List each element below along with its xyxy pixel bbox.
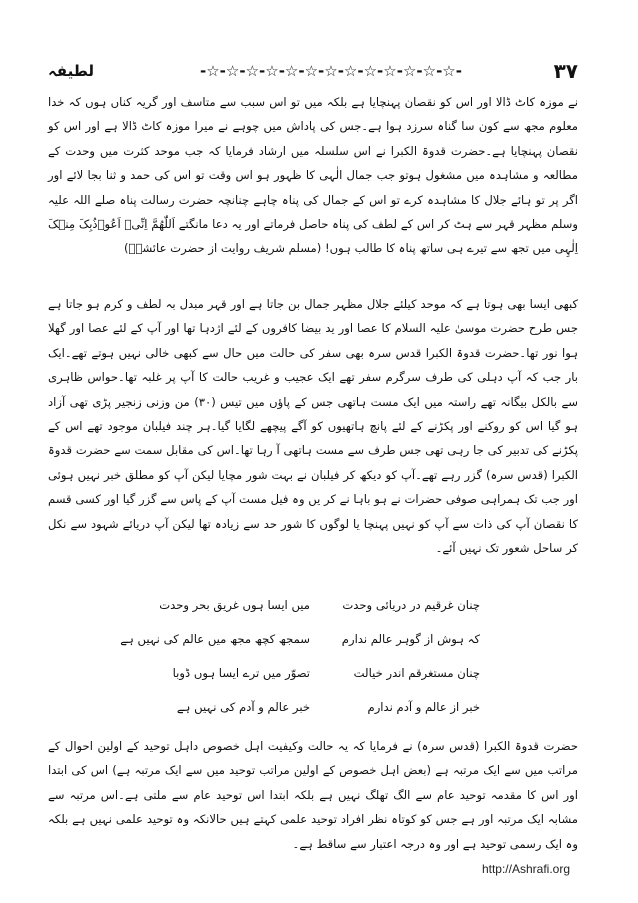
poem-row <box>150 656 480 690</box>
poem-row <box>120 622 480 656</box>
paragraph-1 <box>48 90 578 261</box>
paragraph-text: کبھی ایسا بھی ہوتا ہے کہ موحد کیلئے جلال مظہر جمال بن جاتا ہے اور قہر مبدل بہ لطف و کرم ہو جاتا ہے جس طرح حضرت موسیٰ علیہ السلام کا عصا اور ید بیضا کافروں کے لئے اژدہا تھا اور آپ کے لئے عصا اور گھلا ہوا نور تھا۔حضرت قدوۃ الکبرا قدس سرہ بھی سفر کی حالت میں حال سے کبھی خالی نہیں ہوتے تھے۔ایک بار جب کہ آپ دہلی کی طرف سرگرم سفر تھے ایک عجیب و غریب حالت کا آپ پر غلبہ تھا۔حواس ظاہری سے بالکل بیگانہ تھے راستہ میں ایک مست ہاتھی جس کے پاؤں میں تیس (۳۰) من وزنی زنجیر پڑی تھی آزاد ہو گیا اس کو روکنے اور پکڑنے کے لئے پانچ ہاتھیوں کو آگے پیچھے لگایا گیا۔ہر چند فیلبان موجود تھے اس کے پکڑنے کی تدبیر کی جا رہی تھی جس طرف سے مست ہاتھی آ رہا تھا۔اس کی مقابل سمت سے حضرت قدوۃ الکبرا (قدس سرہ) گزر رہے تھے۔آپ کو دیکھ کر فیلبان نے بہت شور مچایا لیکن آپ کو مطلق خبر نہیں ہوئی اور جب تک ہمراہی صوفی حضرات نے ہو باہا نے کر یں وہ فیل مست آپ کے پاس سے گزر گیا اور کسی قسم کا نقصان آپ کی ذات سے آپ کو نہیں پہنچا یا لوگوں کا شور حد سے زیادہ تھا لیکن آپ دریائے شہود سے نکل کر ساحل شعور تک نہیں آئے۔ <box>48 297 578 556</box>
poem-persian-line: کہ ہوش از گوہر عالم ندارم <box>341 632 480 646</box>
footer-website-link[interactable]: http://Ashrafi.org <box>481 862 570 876</box>
poem-block <box>120 588 480 724</box>
page-header <box>48 58 578 84</box>
poem-persian-line: چنان غرقیم در دریائی وحدت <box>342 598 480 612</box>
poem-urdu-line: میں ایسا ہوں غریق بحر وحدت <box>159 598 310 612</box>
star-divider: -☆-☆-☆-☆-☆-☆-☆-☆-☆-☆-☆-☆-☆- <box>200 62 462 80</box>
paragraph-3 <box>48 734 578 856</box>
header-title: لطیفہ <box>48 62 94 80</box>
poem-row <box>150 588 480 622</box>
page-number: ۳۷ <box>553 59 578 83</box>
poem-urdu-line: تصوّر میں ترے ایسا ہوں ڈوبا <box>172 666 310 680</box>
poem-row <box>150 690 480 724</box>
poem-urdu-line: خبر عالم و آدم کی نہیں ہے <box>176 700 310 714</box>
poem-urdu-line: سمجھ کچھ مجھ میں عالم کی نہیں ہے <box>120 632 310 646</box>
paragraph-text: نے موزہ کاٹ ڈالا اور اس کو نقصان پہنچایا ہے بلکہ میں تو اس سبب سے متاسف اور گریہ کناں ہوں کہ خدا معلوم مجھ سے کون سا گناہ سرزد ہوا ہے۔جس کی پاداش میں چوہے نے میرا موزہ کاٹ ڈالا ہے اور اس کو نقصان پہنچایا ہے۔حضرت قدوۃ الکبرا نے اس سلسلہ میں ارشاد فرمایا کہ جب موحد کثرت میں وحدت کے مطالعہ و مشاہدہ میں مشغول ہوتو جب جمال الٰہی کا ظہور ہو اس وقت تو اس کی حمد و ثنا بجا لائے اور اگر پر تو ہائے جلال کا مشاہدہ کرے تو اس کے جمال کی پناہ چاہے چنانچہ حضرت رسالت پناہ صلے اللہ علیہ وسلم مظہر قہر سے ہٹ کر اس کے لطف کی پناہ حاصل فرماتے اور یہ دعا مانگتے اَللّٰھُمَّ اِنِّیۡ اَعُوۡذُبِکَ مِنۡکَ اِلٰہِی میں تجھ سے تیرے ہی ساتھ پناہ کا طالب ہوں! (مسلم شریف روایت از حضرت عائشہؓ) <box>48 95 578 256</box>
paragraph-text: حضرت قدوۃ الکبرا (قدس سرہ) نے فرمایا کہ یہ حالت وکیفیت اہل خصوص داہل توحید کے اولین احوال کے مراتب میں سے ایک مرتبہ ہے (بعض اہل خصوص کے اولین مراتب توحید میں سے ایک مرتبہ ہے) اس کی ابتدا اور اس کا مقدمہ توحید عام سے الگ تھلگ نہیں ہے بلکہ ابتدا اس توحید عام سے ملتی ہے۔اس مرتبہ سے مشابہ ایک مرتبہ اور ہے جس کو کوتاہ نظر افراد توحید علمی کہتے ہیں حالانکہ وہ توحید علمی نہیں ہے بلکہ وہ ایک رسمی توحید ہے اور وہ درجہ اعتبار سے ساقط ہے۔ <box>48 739 578 851</box>
poem-persian-line: چنان مستغرقم اندر خیالت <box>353 666 480 680</box>
poem-persian-line: خبر از عالم و آدم ندارم <box>367 700 480 714</box>
paragraph-2 <box>48 292 578 560</box>
